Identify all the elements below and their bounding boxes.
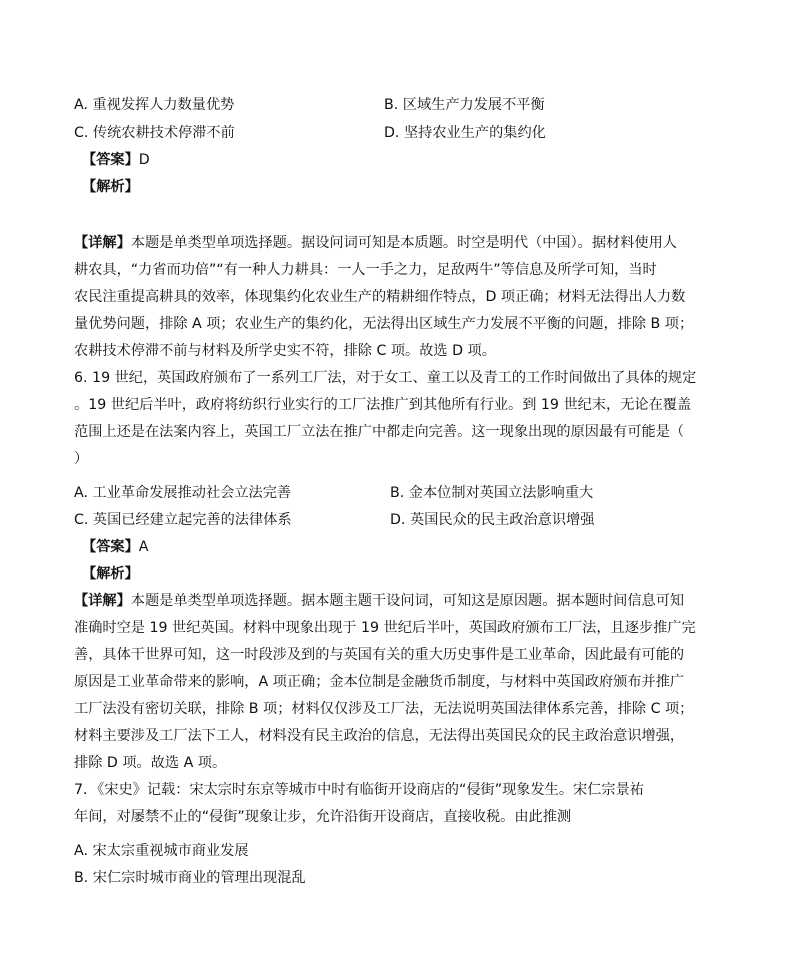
q6-answer	[82, 537, 148, 557]
q6-stem-line-1: 6. 19 世纪，英国政府颁布了一系列工厂法，对于女工、童工以及青工的工作时间做出了具体的规定	[74, 370, 697, 386]
q6-option-a: A. 工业革命发展推动社会立法完善	[74, 485, 292, 501]
q5-answer	[82, 150, 150, 170]
q6-stem-line-2: 。19 世纪后半叶，政府将纺织行业实行的工厂法推广到其他所有行业。到 19 世纪末，无论在覆盖	[74, 397, 692, 413]
q6-answer-value: A	[138, 539, 149, 555]
q5-option-b: B. 区域生产力发展不平衡	[384, 97, 545, 113]
q6-detail-text-1: 本题是单类型单项选择题。据本题主题干设问词，可知这是原因题。据本题时间信息可知	[130, 593, 685, 609]
q5-answer-value: D	[138, 152, 150, 168]
q6-detail-line-7: 排除 D 项。故选 A 项。	[74, 755, 227, 771]
q7-option-b: B. 宋仁宗时城市商业的管理出现混乱	[74, 870, 306, 886]
q6-detail-line-3: 善，具体干世界可知，这一时段涉及到的与英国有关的重大历史事件是工业革命，因此最有可能的	[74, 647, 685, 663]
q7-option-a: A. 宋太宗重视城市商业发展	[74, 843, 249, 859]
q6-detail-line-1	[74, 591, 684, 611]
q6-analysis-label: 【解析】	[82, 566, 139, 582]
q6-detail-line-2: 准确时空是 19 世纪英国。材料中现象出现于 19 世纪后半叶，英国政府颁布工厂法，且逐步推广完	[74, 620, 696, 636]
q6-detail-label: 【详解】	[74, 593, 131, 609]
q7-stem-line-2: 年间，对屡禁不止的“侵街”现象让步，允许沿街开设商店，直接收税。由此推测	[74, 809, 572, 825]
q5-detail-text-1: 本题是单类型单项选择题。据设问词可知是本质题。时空是明代（中国）。据材料使用人	[130, 235, 677, 251]
q5-answer-label: 【答案】	[82, 152, 139, 168]
q5-option-c: C. 传统农耕技术停滞不前	[74, 125, 235, 141]
q5-detail-line-4: 量优势问题，排除 A 项；农业生产的集约化，无法得出区域生产力发展不平衡的问题，排除 B 项；	[74, 316, 694, 332]
q6-option-b: B. 金本位制对英国立法影响重大	[390, 485, 594, 501]
q6-answer-label: 【答案】	[82, 539, 139, 555]
q6-option-c: C. 英国已经建立起完善的法律体系	[74, 512, 292, 528]
q5-detail-line-1	[74, 233, 677, 253]
q5-option-a: A. 重视发挥人力数量优势	[74, 97, 235, 113]
q6-detail-line-6: 材料主要涉及工厂法下工人，材料没有民主政治的信息，无法得出英国民众的民主政治意识增强，	[74, 728, 685, 744]
q6-stem-line-3: 范围上还是在法案内容上，英国工厂立法在推广中都走向完善。这一现象出现的原因最有可能是（	[74, 424, 685, 440]
q6-stem-line-4: ）	[74, 451, 89, 467]
q6-detail-line-4: 原因是工业革命带来的影响，A 项正确；金本位制是金融货币制度，与材料中英国政府颁布并推广	[74, 674, 685, 690]
q5-detail-line-5: 农耕技术停滞不前与材料及所学史实不符，排除 C 项。故选 D 项。	[74, 343, 496, 359]
q5-detail-label: 【详解】	[74, 235, 131, 251]
q6-detail-line-5: 工厂法没有密切关联，排除 B 项；材料仅仅涉及工厂法，无法说明英国法律体系完善，排除 C 项；	[74, 701, 694, 717]
q5-analysis-label: 【解析】	[82, 179, 139, 195]
q7-stem-line-1: 7．《宋史》记载：宋太宗时东京等城市中时有临街开设商店的“侵街”现象发生。宋仁宗景祐	[74, 782, 644, 798]
q5-option-d: D. 坚持农业生产的集约化	[384, 125, 546, 141]
q6-option-d: D. 英国民众的民主政治意识增强	[390, 512, 595, 528]
q5-detail-line-3: 农民注重提高耕具的效率，体现集约化农业生产的精耕细作特点，D 项正确；材料无法得出人力数	[74, 289, 686, 305]
q5-detail-line-2: 耕农具，“力省而功倍”“有一种人力耕具：一人一手之力，足敌两牛”等信息及所学可知，当时	[74, 262, 657, 278]
